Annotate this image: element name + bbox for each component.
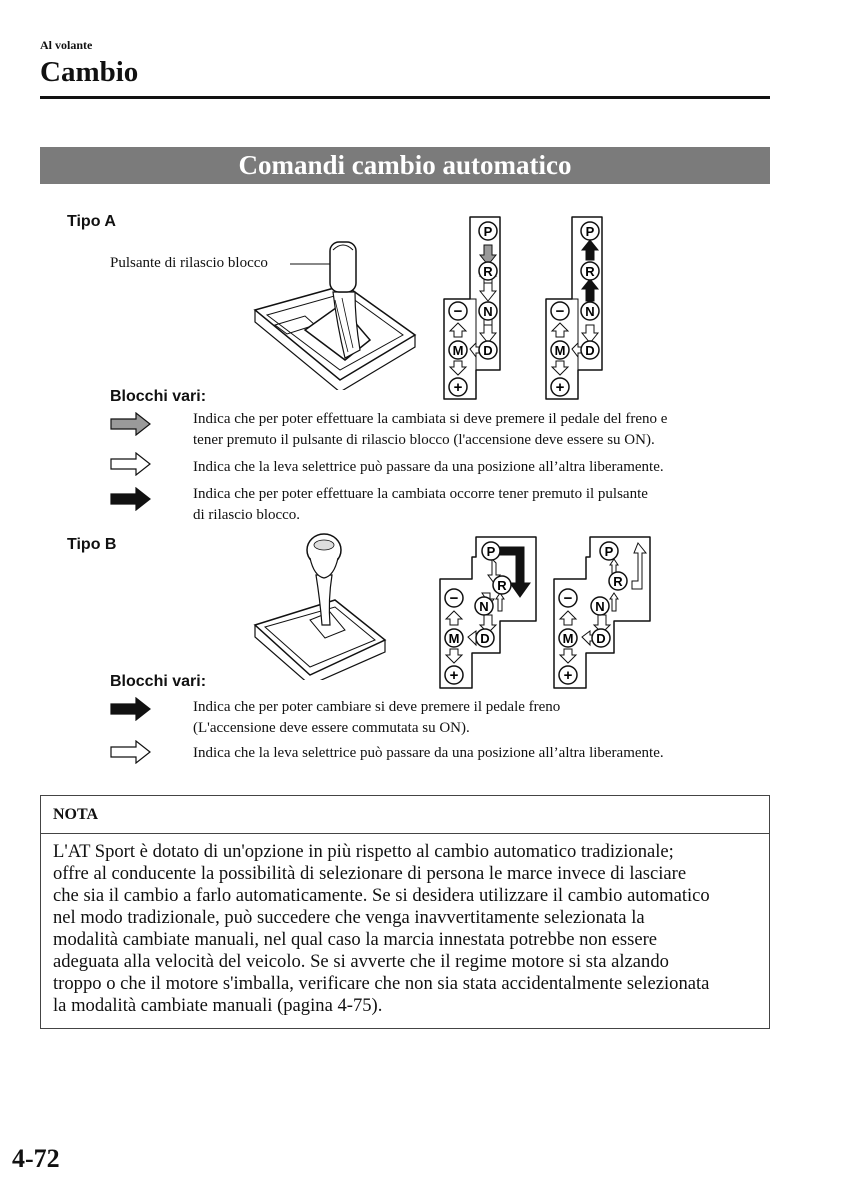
nota-line: offre al conducente la possibilità di selezionare di persona le marce invece di lasciare	[53, 863, 687, 884]
gear-m	[559, 629, 577, 647]
svg-text:M: M	[562, 631, 574, 646]
legend-line: Indica che per poter cambiare si deve premere il pedale freno	[193, 699, 561, 715]
gear-d	[476, 629, 494, 647]
svg-text:−: −	[453, 303, 463, 320]
svg-text:D: D	[480, 631, 490, 646]
gear-minus	[445, 589, 463, 607]
title-divider	[40, 96, 770, 99]
svg-text:P: P	[604, 544, 614, 559]
svg-text:R: R	[585, 264, 595, 279]
gear-plus	[551, 378, 569, 396]
nota-line: L'AT Sport è dotato di un'opzione in più rispetto al cambio automatico tradizionale;	[53, 841, 674, 862]
svg-text:M: M	[452, 343, 464, 358]
legend-line: Indica che la leva selettrice può passare da una posizione all’altra liberamente.	[193, 459, 664, 475]
tipo-a-label: Tipo A	[67, 213, 116, 230]
gear-p	[482, 542, 500, 560]
black-arrow-icon	[110, 487, 152, 511]
gear-d	[479, 341, 497, 359]
svg-text:P: P	[483, 224, 493, 239]
legend-line: tener premuto il pulsante di rilascio blocco (l'accensione deve essere su ON).	[193, 432, 655, 448]
nota-line: adeguata alla velocità del veicolo. Se si avverte che il regime motore si sta alzando	[53, 951, 669, 972]
nota-line: la modalità cambiate manuali (pagina 4-75).	[53, 995, 383, 1016]
nota-line: modalità cambiate manuali, nel qual caso la marcia innestata potrebbe non essere	[53, 929, 658, 950]
nota-line: troppo o che il motore s'imballa, verificare che non sia stata accidentalmente selezionata	[53, 973, 710, 994]
svg-text:+: +	[563, 667, 573, 684]
svg-text:R: R	[483, 264, 493, 279]
black-arrow-icon	[110, 697, 152, 721]
svg-text:M: M	[448, 631, 460, 646]
gear-minus	[559, 589, 577, 607]
gear-plus	[559, 666, 577, 684]
gear-n	[479, 302, 497, 320]
svg-text:N: N	[479, 599, 489, 614]
tipo-b-blocks-title: Blocchi vari:	[110, 673, 207, 690]
svg-text:+: +	[453, 379, 463, 396]
shifter-illustration-a	[245, 230, 425, 390]
legend-line: Indica che per poter effettuare la cambiata si deve premere il pedale del freno e	[193, 411, 668, 427]
svg-text:+: +	[555, 379, 565, 396]
gear-minus	[551, 302, 569, 320]
section-label: Al volante	[40, 38, 93, 52]
gate-diagram-b2	[552, 535, 652, 690]
nota-line: nel modo tradizionale, può succedere che venga inavvertitamente selezionata la	[53, 907, 645, 928]
svg-text:P: P	[486, 544, 496, 559]
svg-text:D: D	[596, 631, 606, 646]
legend-line: Indica che la leva selettrice può passare da una posizione all’altra liberamente.	[193, 745, 664, 761]
svg-text:M: M	[554, 343, 566, 358]
svg-text:N: N	[585, 304, 595, 319]
nota-title: NOTA	[53, 806, 99, 823]
svg-text:D: D	[585, 343, 595, 358]
white-arrow-icon	[110, 740, 152, 764]
gear-r	[609, 572, 627, 590]
gear-d	[581, 341, 599, 359]
svg-text:D: D	[483, 343, 493, 358]
svg-text:+: +	[449, 667, 459, 684]
gear-r	[493, 576, 511, 594]
gear-r	[581, 262, 599, 280]
gear-p	[479, 222, 497, 240]
nota-box	[40, 795, 770, 1029]
legend-line: di rilascio blocco.	[193, 507, 301, 523]
gear-n	[581, 302, 599, 320]
nota-body	[53, 841, 759, 1017]
gate-diagram-a2	[542, 215, 608, 400]
gear-minus	[449, 302, 467, 320]
gray-arrow-icon	[110, 412, 152, 436]
shifter-illustration-b	[250, 530, 390, 680]
gear-r	[479, 262, 497, 280]
gear-p	[600, 542, 618, 560]
tipo-a-blocks-title: Blocchi vari:	[110, 388, 207, 405]
svg-text:−: −	[555, 303, 565, 320]
svg-text:−: −	[449, 590, 459, 607]
white-arrow-icon	[110, 452, 152, 476]
nota-line: che sia il cambio a farlo automaticamente. Se si desidera utilizzare il cambio automatico	[53, 885, 710, 906]
gear-m	[551, 341, 569, 359]
gear-d	[592, 629, 610, 647]
svg-text:R: R	[613, 574, 623, 589]
gear-n	[591, 597, 609, 615]
gear-plus	[445, 666, 463, 684]
gear-p	[581, 222, 599, 240]
release-button-callout: Pulsante di rilascio blocco	[110, 255, 268, 271]
gate-diagram-b1	[438, 535, 538, 690]
svg-text:−: −	[563, 590, 573, 607]
tipo-b-label: Tipo B	[67, 536, 117, 553]
gear-m	[449, 341, 467, 359]
svg-text:P: P	[585, 224, 595, 239]
gear-plus	[449, 378, 467, 396]
page-number: 4-72	[12, 1144, 60, 1173]
gear-n	[475, 597, 493, 615]
section-banner: Comandi cambio automatico	[40, 147, 770, 184]
gate-diagram-a1	[440, 215, 506, 400]
page-title: Cambio	[40, 56, 139, 88]
svg-text:R: R	[497, 578, 507, 593]
legend-line: (L'accensione deve essere commutata su ON).	[193, 720, 470, 736]
svg-text:N: N	[595, 599, 605, 614]
gear-m	[445, 629, 463, 647]
svg-text:N: N	[483, 304, 493, 319]
legend-line: Indica che per poter effettuare la cambiata occorre tener premuto il pulsante	[193, 486, 648, 502]
nota-header	[41, 796, 769, 834]
